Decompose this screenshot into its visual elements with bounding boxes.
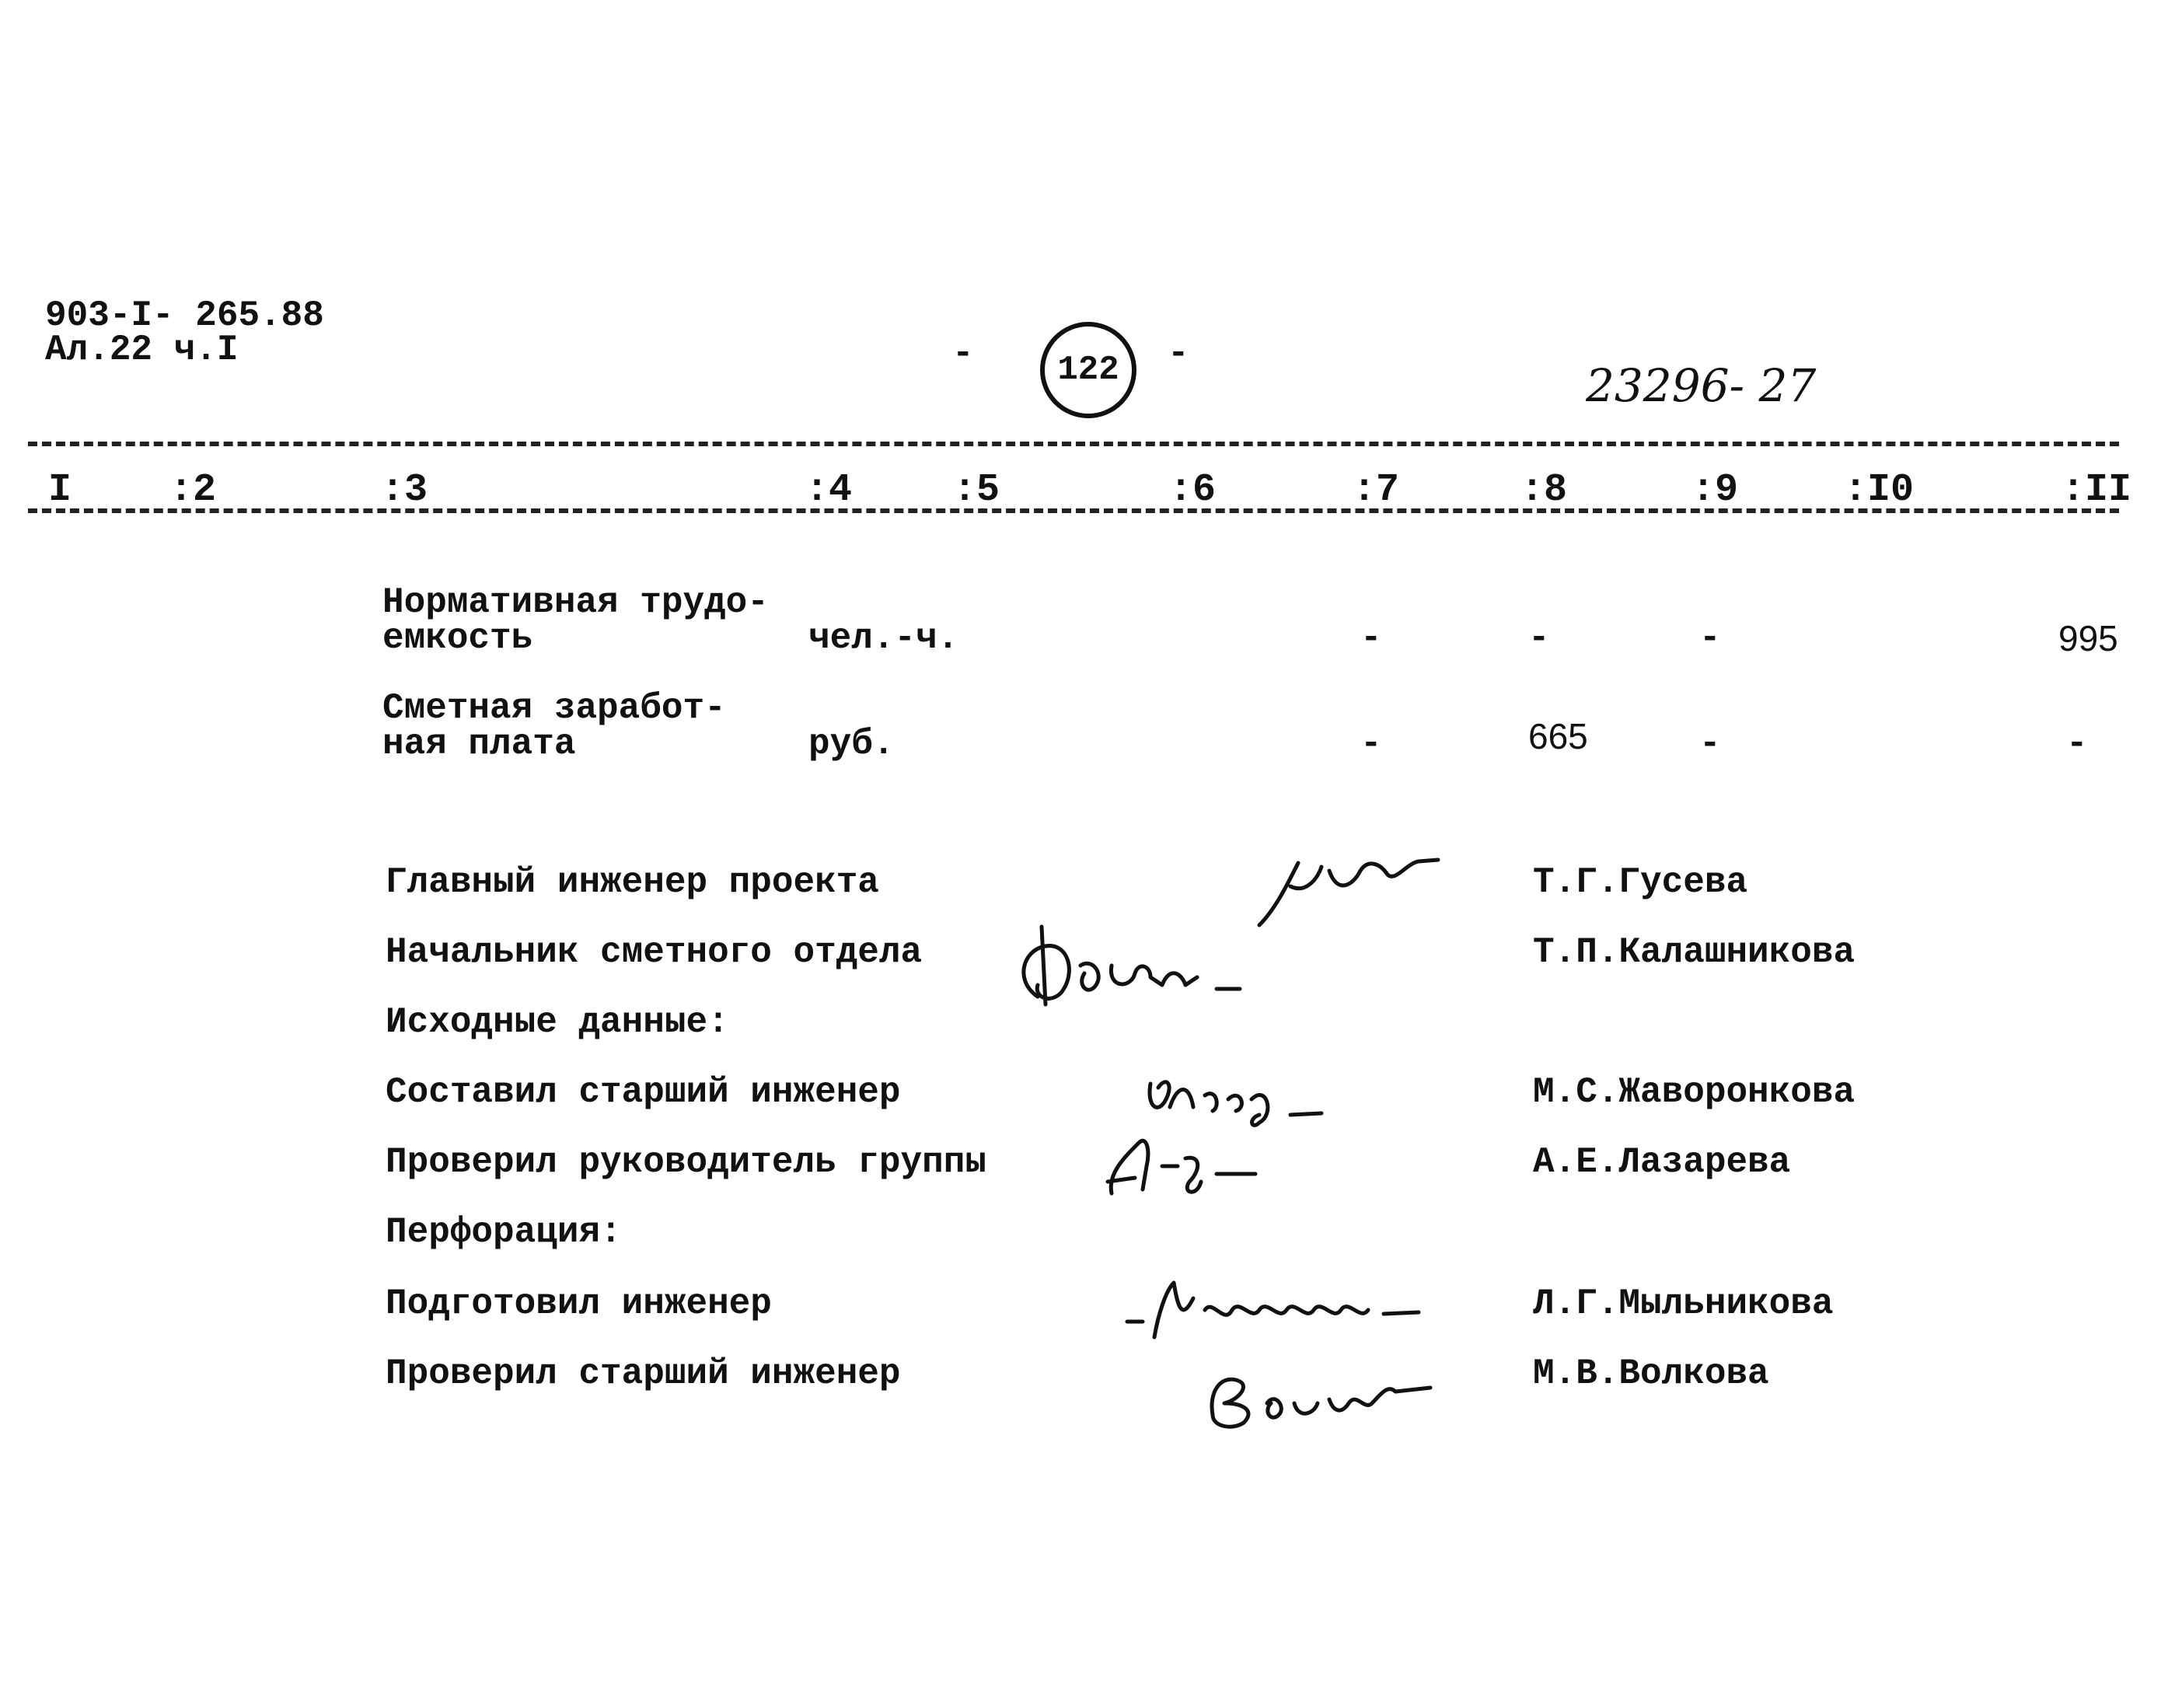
signature-role-7: Подготовил инженер <box>386 1284 772 1324</box>
document-code-line1: 903-I- 265.88 <box>45 295 324 336</box>
signature-mark-estimate-head <box>1007 911 1255 1020</box>
page-dash-left: - <box>952 334 974 374</box>
signature-role-2: Начальник сметного отдела <box>386 932 923 973</box>
column-header-7: :7 <box>1353 468 1400 512</box>
column-header-4: :4 <box>805 468 853 512</box>
row-2-name <box>382 690 726 762</box>
column-header-2: :2 <box>169 468 217 512</box>
column-header-9: :9 <box>1691 468 1739 512</box>
row-1-name-line2: емкость <box>382 618 533 658</box>
column-header-11: :II <box>2062 468 2132 512</box>
row-1-col7: - <box>1360 618 1382 658</box>
column-header-6: :6 <box>1169 468 1217 512</box>
row-1-name-line1: Нормативная трудо- <box>382 582 769 623</box>
row-2-col11: - <box>2066 724 2088 764</box>
row-2-name-line2: ная плата <box>382 724 576 764</box>
header-top-dashline <box>28 442 2119 446</box>
document-code-line2: Ал.22 ч.I <box>45 330 239 370</box>
signature-name-2: Т.П.Калашникова <box>1533 932 1856 973</box>
row-1-col11: 995 <box>2058 618 2118 658</box>
row-2-name-line1: Сметная заработ- <box>382 688 726 728</box>
row-1-col9: - <box>1699 618 1721 658</box>
row-1-name <box>382 582 769 658</box>
signature-role-5: Проверил руководитель группы <box>386 1142 986 1182</box>
signature-mark-group-lead <box>1092 1119 1271 1205</box>
row-2-col7: - <box>1360 724 1382 764</box>
signature-name-8: М.В.Волкова <box>1533 1353 1769 1394</box>
row-2-unit: руб. <box>808 724 895 764</box>
page-dash-right: - <box>1168 334 1189 374</box>
row-2-col9: - <box>1699 724 1721 764</box>
header-bottom-dashline <box>28 508 2119 513</box>
signature-name-7: Л.Г.Мыльникова <box>1533 1284 1834 1324</box>
column-header-10: :I0 <box>1844 468 1915 512</box>
row-2-col8: 665 <box>1528 716 1588 756</box>
signature-name-5: А.Е.Лазарева <box>1533 1142 1791 1182</box>
row-1-unit: чел.-ч. <box>808 618 959 658</box>
row-1-col8: - <box>1528 618 1550 658</box>
document-code <box>45 295 324 370</box>
signature-role-4: Составил старший инженер <box>386 1072 901 1112</box>
column-header-3: :3 <box>381 468 428 512</box>
signature-role-6: Перфорация: <box>386 1212 622 1252</box>
signature-role-3: Исходные данные: <box>386 1002 729 1043</box>
signature-name-4: М.С.Жаворонкова <box>1533 1072 1856 1112</box>
signature-mark-senior-engineer <box>1197 1337 1454 1438</box>
signature-role-1: Главный инженер проекта <box>386 862 879 903</box>
column-header-8: :8 <box>1520 468 1568 512</box>
signature-name-1: Т.Г.Гусева <box>1533 862 1748 903</box>
inventory-number: 23296- 27 <box>1586 359 1817 412</box>
signature-mark-chief-engineer <box>1244 840 1446 941</box>
page-number-circle <box>1040 322 1136 418</box>
column-header-1: I <box>48 468 72 512</box>
column-header-5: :5 <box>953 468 1000 512</box>
signature-role-8: Проверил старший инженер <box>386 1353 901 1394</box>
page-number: 122 <box>1057 351 1119 389</box>
